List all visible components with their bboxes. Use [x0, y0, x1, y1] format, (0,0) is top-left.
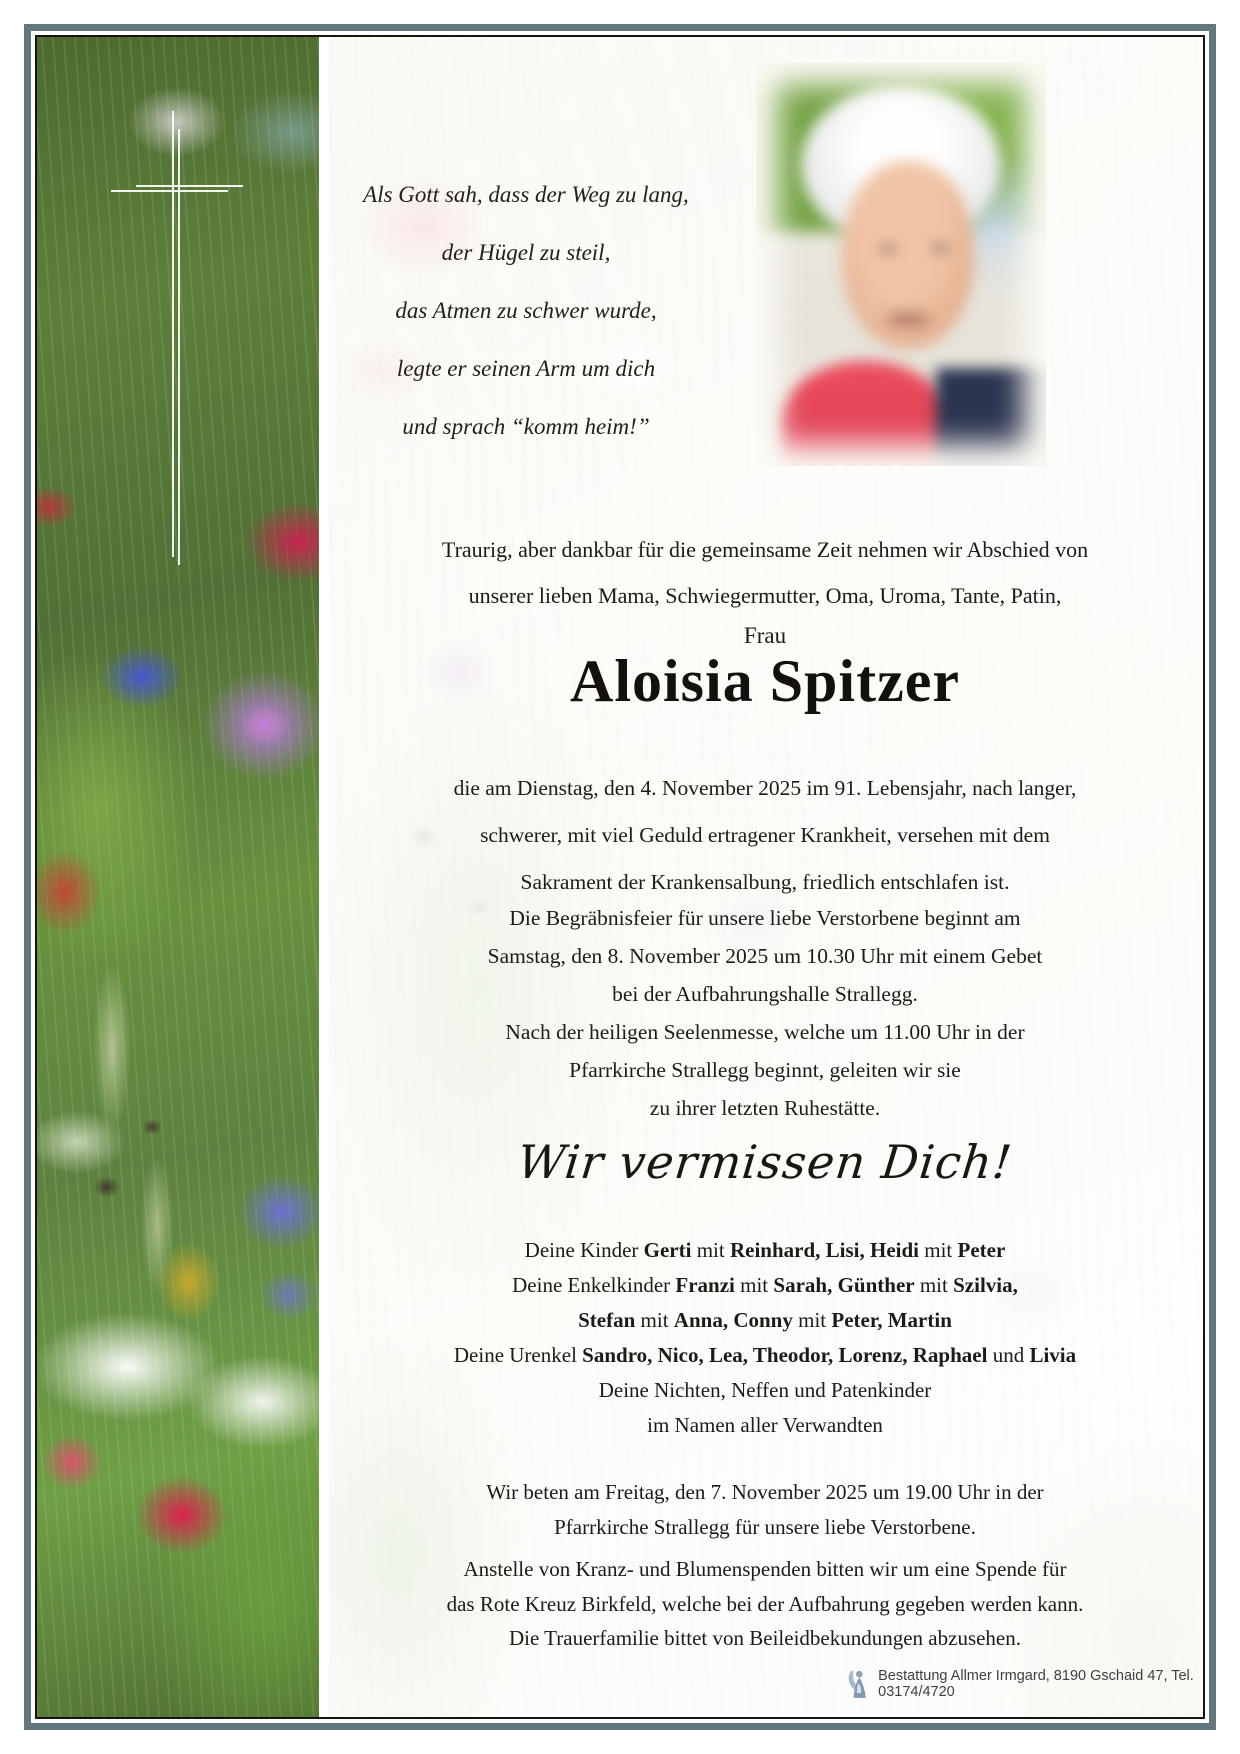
family-line: Deine Nichten, Neffen und Patenkinder — [598, 1378, 932, 1402]
funeral-line: bei der Aufbahrungshalle Strallegg. — [612, 982, 918, 1006]
footer — [847, 1663, 1203, 1705]
passing-line: Sakrament der Krankensalbung, friedlich entschlafen ist. — [520, 870, 1010, 894]
family-line: im Namen aller Verwandten — [647, 1413, 883, 1437]
farewell-script: Wir vermissen Dich! — [514, 1135, 1016, 1189]
donation-line: Anstelle von Kranz- und Blumenspenden bitten wir um eine Spende für — [463, 1557, 1067, 1581]
angel-logo-icon — [847, 1663, 869, 1705]
funeral-line: Nach der heiligen Seelenmesse, welche um 11.00 Uhr in der — [505, 1020, 1025, 1044]
condolence-note: Die Trauerfamilie bittet von Beileidbekundungen abzusehen. — [508, 1626, 1022, 1650]
funeral-line: Die Begräbnisfeier für unsere liebe Verstorbene beginnt am — [509, 906, 1021, 930]
funeral-line: Pfarrkirche Strallegg beginnt, geleiten wir sie — [569, 1058, 961, 1082]
intro-line: Traurig, aber dankbar für die gemeinsame Zeit nehmen wir Abschied von — [441, 537, 1089, 562]
poem-line: der Hügel zu steil, — [441, 240, 611, 265]
passing-paragraph — [327, 765, 1203, 906]
passing-line: die am Dienstag, den 4. November 2025 im 91. Lebensjahr, nach langer, — [453, 776, 1077, 800]
deceased-name: Aloisia Spitzer — [570, 648, 960, 714]
funeral-line: zu ihrer letzten Ruhestätte. — [649, 1096, 881, 1120]
poem-line: und sprach “komm heim!” — [402, 414, 650, 439]
poem — [311, 166, 741, 456]
text-layer — [37, 37, 1203, 1717]
funeral-line: Samstag, den 8. November 2025 um 10.30 Uhr mit einem Gebet — [487, 944, 1043, 968]
funeral-paragraph — [327, 899, 1203, 1127]
prayer-line: Pfarrkirche Strallegg für unsere liebe Verstorbene. — [554, 1515, 976, 1539]
funeral-home-info: Bestattung Allmer Irmgard, 8190 Gschaid 47, Tel. 03174/4720 — [878, 1668, 1194, 1700]
card-content — [37, 37, 1203, 1717]
poem-line: das Atmen zu schwer wurde, — [395, 298, 657, 323]
family-line: Deine Urenkel Sandro, Nico, Lea, Theodor, Lorenz, Raphael und Livia — [453, 1343, 1077, 1367]
salutation: Frau — [743, 623, 787, 648]
donation-paragraph — [327, 1552, 1203, 1622]
card-frame — [24, 24, 1216, 1730]
prayer-line: Wir beten am Freitag, den 7. November 2025 um 19.00 Uhr in der — [486, 1480, 1044, 1504]
donation-line: das Rote Kreuz Birkfeld, welche bei der Aufbahrung gegeben werden kann. — [446, 1592, 1084, 1616]
portrait-photo — [756, 63, 1046, 466]
intro-paragraph — [327, 527, 1203, 619]
poem-line: Als Gott sah, dass der Weg zu lang, — [363, 182, 689, 207]
family-line: Deine Kinder Gerti mit Reinhard, Lisi, Heidi mit Peter — [524, 1238, 1006, 1262]
passing-line: schwerer, mit viel Geduld ertragener Krankheit, versehen mit dem — [480, 823, 1050, 847]
card-inner-border — [35, 35, 1205, 1719]
prayer-paragraph — [327, 1475, 1203, 1545]
family-line: Stefan mit Anna, Conny mit Peter, Martin — [578, 1308, 952, 1332]
photo-feathered-edge — [756, 63, 1046, 466]
poem-line: legte er seinen Arm um dich — [396, 356, 656, 381]
intro-line: unserer lieben Mama, Schwiegermutter, Oma, Uroma, Tante, Patin, — [468, 583, 1062, 608]
family-line: Deine Enkelkinder Franzi mit Sarah, Günther mit Szilvia, — [512, 1273, 1018, 1297]
family-list — [327, 1233, 1203, 1443]
